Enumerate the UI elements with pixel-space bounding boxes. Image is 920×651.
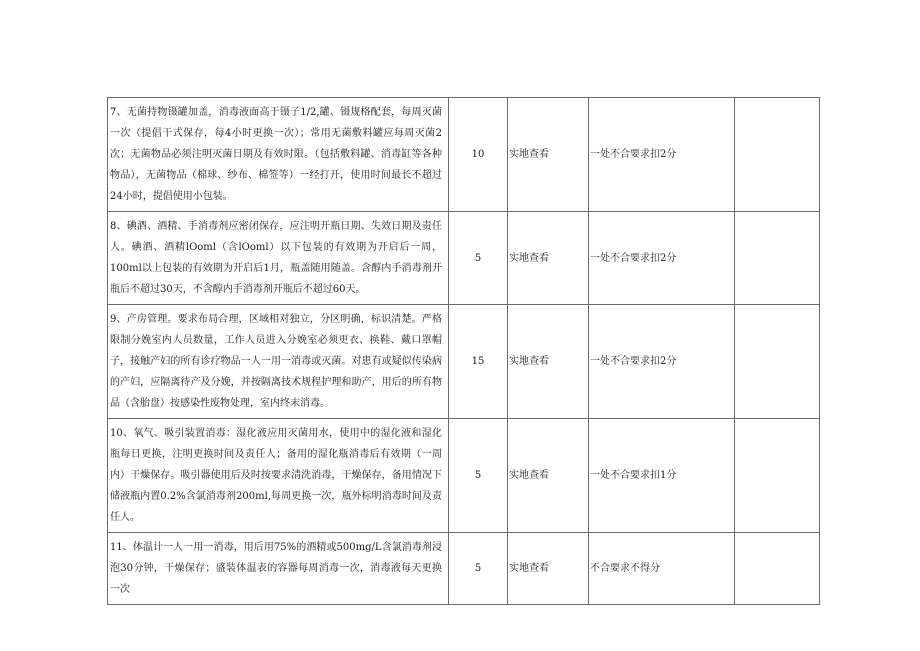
method-cell: 实地查看 [508,98,589,212]
remarks-cell [735,419,820,533]
deduction-cell: 不合要求不得分 [589,533,735,605]
score-cell: 10 [449,98,508,212]
table-row [108,533,820,605]
table-row [108,305,820,419]
deduction-cell: 一处不合要求扣2分 [589,212,735,305]
method-cell: 实地查看 [508,212,589,305]
deduction-cell: 一处不合要求扣2分 [589,98,735,212]
remarks-cell [735,98,820,212]
table-row [108,98,820,212]
method-cell: 实地查看 [508,533,589,605]
remarks-cell [735,212,820,305]
score-cell: 5 [449,212,508,305]
inspection-item: 10、氧气、吸引装置消毒：湿化液应用灭菌用水，使用中的湿化液和湿化瓶每日更换，注明更换时间及责任人；备用的湿化瓶消毒后有效期（一周内）干燥保存。吸引器使用后及时按要求清洗消毒，干燥保存，备用情况下储液瓶内置0.2%含氯消毒剂200ml,每周更换一次，瓶外标明消毒时间及责任人。 [108,419,449,533]
score-cell: 15 [449,305,508,419]
inspection-item: 7、无菌持物镊罐加盖，消毒液面高于镊子1/2,罐、镊规格配套，每周灭菌一次（提倡干式保存，每4小时更换一次）；常用无菌敷料罐应每周灭菌2次；无菌物品必须注明灭菌日期及有效时限。（包括敷料罐、消毒缸等各种物品），无菌物品（棉球、纱布、棉签等）一经打开，使用时间最长不超过24小时，提倡使用小包装。 [108,98,449,212]
method-cell: 实地查看 [508,419,589,533]
remarks-cell [735,533,820,605]
table-row [108,419,820,533]
method-cell: 实地查看 [508,305,589,419]
deduction-cell: 一处不合要求扣2分 [589,305,735,419]
table-row [108,212,820,305]
remarks-cell [735,305,820,419]
score-cell: 5 [449,419,508,533]
deduction-cell: 一处不合要求扣1分 [589,419,735,533]
inspection-item: 9、产房管理。要求布局合理，区域相对独立，分区明确，标识清楚。严格限制分娩室内人员数量，工作人员进入分娩室必须更衣、换鞋、戴口罩帽子，接触产妇的所有诊疗物品一人一用一消毒或灭菌。对患有或疑似传染病的产妇，应隔离待产及分娩，并按隔离技术规程护理和助产，用后的所有物品（含胎盘）按感染性废物处理，室内终末消毒。 [108,305,449,419]
inspection-table [107,97,820,605]
score-cell: 5 [449,533,508,605]
inspection-item: 11、体温计一人一用一消毒，用后用75%的酒精或500mg/L含氯消毒剂浸泡30分钟，干燥保存；盛装体温表的容器每周消毒一次，消毒液每天更换一次 [108,533,449,605]
inspection-item: 8、碘酒、酒精、手消毒剂应密闭保存，应注明开瓶日期、失效日期及责任人。碘酒、酒精lOoml（含lOoml）以下包装的有效期为开启后一周，100ml以上包装的有效期为开启后1月，瓶盖随用随盖。含醇内手消毒剂开瓶后不超过30天，不含醇内手消毒剂开瓶后不超过60天。 [108,212,449,305]
